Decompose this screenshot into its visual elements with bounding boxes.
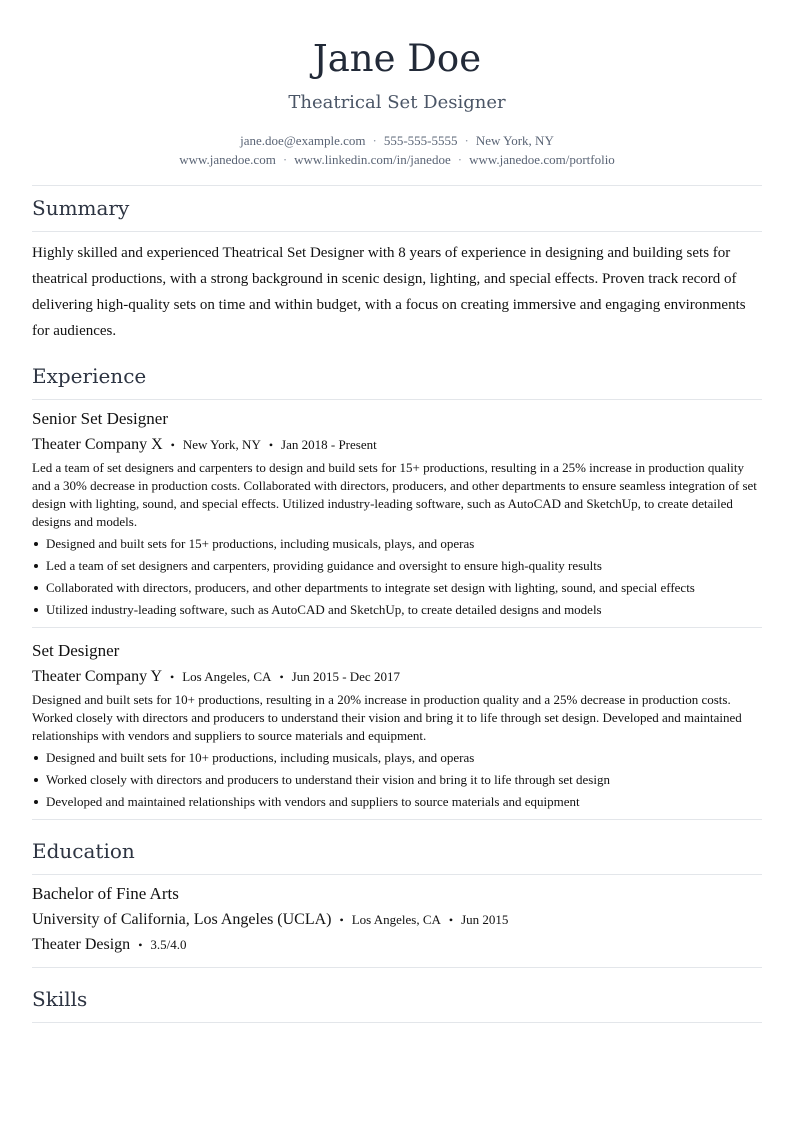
job-description: Led a team of set designers and carpenters to design and build sets for 15+ productions, resulting in a 25% increase in production quality and a 30% decrease in production costs. Collaborated with directors, producers, and other departments to ensure seamless integration of set design with lighting, sound, and special effects. Utilized industry-leading software, such as AutoCAD and SketchUp, to create detailed designs and models. [32,460,757,529]
bullet-item: Collaborated with directors, producers, and other departments to integrate set design with lighting, sound, and special effects [32,579,762,597]
field-meta [32,935,762,955]
bullet-item: Designed and built sets for 10+ productions, including musicals, plays, and operas [32,749,762,767]
graduation-date: Jun 2015 [461,912,509,927]
education-entry [32,884,762,955]
website-link[interactable]: www.janedoe.com [179,152,276,167]
separator: · [372,133,377,148]
job-description: Designed and built sets for 10+ productions, resulting in a 20% increase in production quality and a 25% decrease in production costs. Worked closely with directors and producers to understand their vision and bring it to life through set design. Developed and maintained relationships with vendors and suppliers to source materials and equipment. [32,692,742,743]
summary-text: Highly skilled and experienced Theatrical Set Designer with 8 years of experience in designing and building sets for theatrical productions, with a strong background in scenic design, lighting, and special effects. Proven track record of delivering high-quality sets on time and within budget, with a focus on creating immersive and engaging environments for audiences. [32,245,746,339]
bullet-separator: • [279,670,284,684]
job-title: Set Designer [32,641,120,660]
company-name: Theater Company Y [32,668,163,685]
school-name: University of California, Los Angeles (UCLA) [32,911,332,928]
job-entry [32,409,762,619]
separator: · [457,152,463,167]
education-meta [32,910,762,930]
bullet-item: Developed and maintained relationships with vendors and suppliers to source materials and equipment [32,793,762,811]
divider [32,399,762,400]
gpa: 3.5/4.0 [150,937,187,952]
divider [32,185,762,186]
bullet-separator: • [448,913,454,927]
bullet-separator: • [268,438,274,452]
job-bullets [32,749,762,811]
degree: Bachelor of Fine Arts [32,884,179,903]
divider [32,1022,762,1023]
job-bullets [32,535,762,619]
skills-heading: Skills [32,987,88,1011]
divider [32,967,762,968]
bullet-separator: • [339,913,344,927]
linkedin-link[interactable]: www.linkedin.com/in/janedoe [294,152,451,167]
job-entry [32,641,762,811]
candidate-name: Jane Doe [312,37,482,80]
location: New York, NY [475,133,554,148]
separator: · [464,133,469,148]
divider [32,874,762,875]
summary-heading: Summary [32,196,130,220]
field-of-study: Theater Design [32,936,131,953]
experience-heading: Experience [32,364,147,388]
school-location: Los Angeles, CA [351,912,441,927]
job-dates: Jun 2015 - Dec 2017 [291,669,400,684]
separator: · [282,152,288,167]
job-location: Los Angeles, CA [182,669,272,684]
job-dates: Jan 2018 - Present [281,437,377,452]
candidate-title: Theatrical Set Designer [288,92,506,113]
divider [32,627,762,628]
company-name: Theater Company X [32,436,163,453]
job-meta [32,667,762,687]
contact-line-1 [32,131,762,150]
divider [32,231,762,232]
job-title: Senior Set Designer [32,409,168,428]
bullet-item: Designed and built sets for 15+ productions, including musicals, plays, and operas [32,535,762,553]
bullet-separator: • [170,670,175,684]
bullet-item: Worked closely with directors and producers to understand their vision and bring it to life through set design [32,771,762,789]
bullet-item: Led a team of set designers and carpenters, providing guidance and oversight to ensure high-quality results [32,557,762,575]
email-link[interactable]: jane.doe@example.com [240,133,366,148]
portfolio-link[interactable]: www.janedoe.com/portfolio [469,152,615,167]
phone-number: 555-555-5555 [383,133,458,148]
bullet-separator: • [138,938,143,952]
bullet-separator: • [170,438,175,452]
job-location: New York, NY [182,437,261,452]
resume-page [32,0,762,1023]
divider [32,819,762,820]
contact-line-2 [32,150,762,169]
resume-header [32,38,762,169]
education-heading: Education [32,839,135,863]
job-meta [32,435,762,455]
bullet-item: Utilized industry-leading software, such as AutoCAD and SketchUp, to create detailed designs and models [32,601,762,619]
